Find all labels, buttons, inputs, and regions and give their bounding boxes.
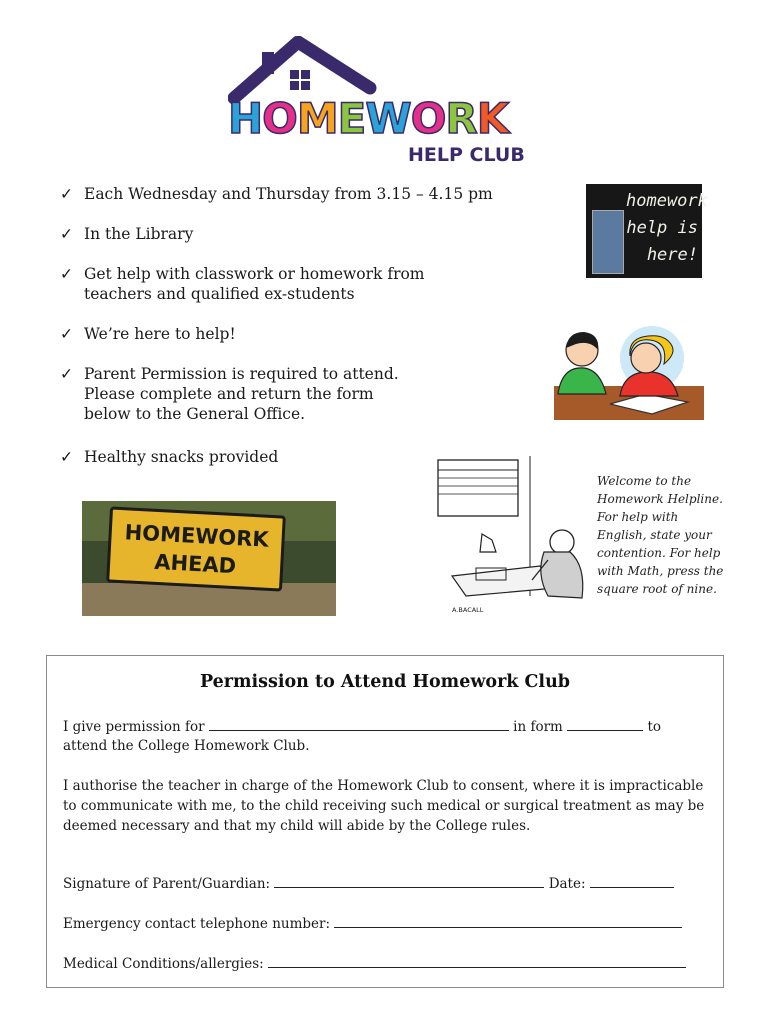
kids-reading-clipart	[554, 324, 704, 420]
date-label: Date:	[548, 876, 586, 892]
logo-letter: R	[445, 94, 477, 143]
student-name-field[interactable]	[209, 716, 509, 731]
logo-letter: E	[337, 94, 366, 143]
road-sign	[106, 506, 286, 591]
emergency-phone-field[interactable]	[334, 913, 682, 928]
bullet-snacks	[60, 447, 278, 467]
emergency-line	[63, 913, 682, 934]
helpline-cartoon	[436, 456, 590, 618]
logo-letter: H	[228, 94, 263, 143]
help-sign-text: homework help is here!	[626, 191, 708, 265]
logo-letter: K	[476, 94, 509, 143]
bullet-text: We’re here to help!	[84, 325, 236, 343]
road-sign-line2: AHEAD	[153, 549, 237, 579]
chalkboard-figure-icon	[592, 210, 624, 274]
emergency-label: Emergency contact telephone number:	[63, 916, 331, 932]
bullet-text: Each Wednesday and Thursday from 3.15 – 4.15 pm	[84, 185, 493, 203]
checkmark-icon: ✓	[60, 185, 73, 203]
homework-help-club-logo	[228, 36, 544, 170]
date-field[interactable]	[590, 873, 674, 888]
bullet-text: Get help with classwork or homework from teachers and qualified ex-students	[84, 265, 425, 303]
medical-conditions-field[interactable]	[268, 953, 686, 968]
bullet-location	[60, 224, 193, 244]
form-label: in form	[513, 719, 563, 735]
bullet-help	[60, 264, 425, 304]
permission-form	[46, 655, 724, 988]
checkmark-icon: ✓	[60, 325, 73, 343]
form-title: Permission to Attend Homework Club	[199, 672, 571, 692]
permission-line	[63, 716, 661, 737]
checkmark-icon: ✓	[60, 225, 73, 243]
logo-letter: M	[296, 94, 338, 143]
medical-label: Medical Conditions/allergies:	[63, 956, 264, 972]
authorise-paragraph: I authorise the teacher in charge of the Homework Club to consent, where it is impracticable to communicate with me, to the child receiving such medical or surgical treatment as may be deemed necessary and that my child will abide by the College rules.	[63, 778, 705, 834]
logo-wordmark	[228, 94, 544, 143]
signature-label: Signature of Parent/Guardian:	[63, 876, 271, 892]
road-sign-line1: HOMEWORK	[124, 520, 270, 552]
logo-letter: W	[365, 94, 411, 143]
bullet-permission	[60, 364, 399, 424]
homework-ahead-photo	[82, 501, 336, 616]
bullet-text: In the Library	[84, 225, 194, 243]
homework-help-image	[586, 184, 708, 278]
cartoon-caption: Welcome to the Homework Helpline. For help with English, state your contention. For help with Math, press the square root of nine.	[597, 474, 724, 596]
signature-field[interactable]	[274, 873, 544, 888]
cartoon-artist-signature: A.BACALL	[452, 606, 484, 614]
logo-letter: O	[262, 94, 297, 143]
signature-line	[63, 873, 674, 894]
logo-subtitle: HELP CLUB	[408, 144, 525, 166]
attend-line: attend the College Homework Club.	[63, 738, 310, 754]
form-class-field[interactable]	[567, 716, 643, 731]
bullet-here-to-help	[60, 324, 236, 344]
checkmark-icon: ✓	[60, 365, 73, 383]
bullet-text: Parent Permission is required to attend. Please complete and return the form below to the General Office.	[84, 365, 399, 423]
ground	[82, 583, 336, 616]
bullet-text: Healthy snacks provided	[84, 448, 279, 466]
logo-letter: O	[410, 94, 446, 143]
permission-label: I give permission for	[63, 719, 205, 735]
bullet-schedule	[60, 184, 493, 204]
checkmark-icon: ✓	[60, 448, 73, 466]
medical-line	[63, 953, 686, 974]
checkmark-icon: ✓	[60, 265, 73, 283]
to-label: to	[647, 719, 661, 735]
